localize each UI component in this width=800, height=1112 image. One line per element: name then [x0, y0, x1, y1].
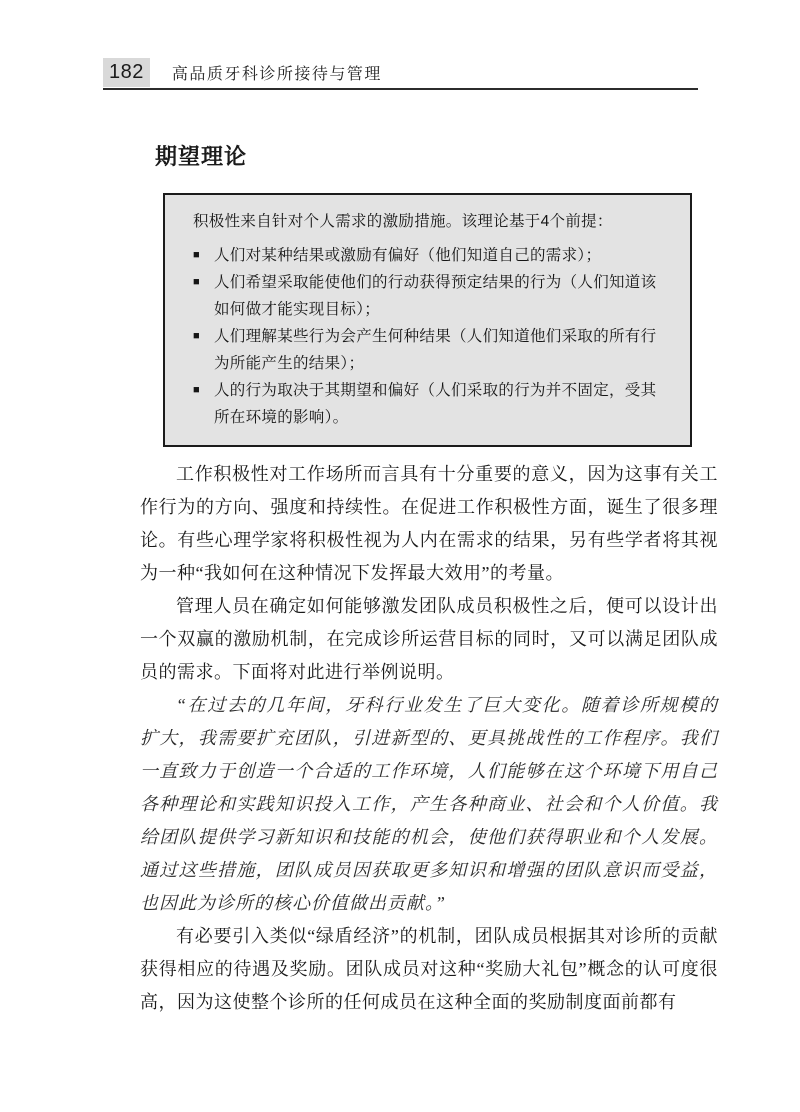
body-text — [140, 458, 718, 1019]
theory-box — [163, 193, 692, 447]
paragraph: 工作积极性对工作场所而言具有十分重要的意义，因为这事有关工作行为的方向、强度和持续性。在促进工作积极性方面，诞生了很多理论。有些心理学家将积极性视为人内在需求的结果，另有些学者将其视为一种“我如何在这种情况下发挥最大效用”的考量。 — [140, 464, 718, 583]
header-rule — [103, 88, 698, 90]
paragraph: 有必要引入类似“绿盾经济”的机制，团队成员根据其对诊所的贡献获得相应的待遇及奖励。团队成员对这种“奖励大礼包”概念的认可度很高，因为这使整个诊所的任何成员在这种全面的奖励制度面前都有 — [140, 926, 718, 1012]
bullet-square-icon: ■ — [193, 330, 200, 342]
bullet-square-icon: ■ — [193, 384, 200, 396]
theory-box-bullet-text: 人们对某种结果或激励有偏好（他们知道自己的需求）； — [214, 247, 602, 264]
paragraph-quote: “在过去的几年间，牙科行业发生了巨大变化。随着诊所规模的扩大，我需要扩充团队，引进新型的、更具挑战性的工作程序。我们一直致力于创造一个合适的工作环境，人们能够在这个环境下用自己各种理论和实践知识投入工作，产生各种商业、社会和个人价值。我给团队提供学习新知识和技能的机会，使他们获得职业和个人发展。通过这些措施，团队成员因获取更多知识和增强的团队意识而受益，也因此为诊所的核心价值做出贡献。” — [140, 695, 718, 913]
theory-box-bullet-item — [193, 323, 672, 377]
theory-box-bullet-item — [193, 242, 672, 269]
bullet-square-icon: ■ — [193, 249, 200, 261]
theory-box-bullet-list — [193, 242, 672, 431]
theory-box-bullet-item — [193, 377, 672, 431]
section-heading: 期望理论 — [155, 144, 248, 169]
running-title: 高品质牙科诊所接待与管理 — [171, 66, 382, 83]
page-header — [103, 58, 698, 87]
theory-box-intro: 积极性来自针对个人需求的激励措施。该理论基于4个前提： — [193, 213, 613, 230]
page-number: 182 — [103, 58, 150, 87]
theory-box-bullet-text: 人们希望采取能使他们的行动获得预定结果的行为（人们知道该如何做才能实现目标）； — [214, 274, 657, 318]
paragraph: 管理人员在确定如何能够激发团队成员积极性之后，便可以设计出一个双赢的激励机制，在完成诊所运营目标的同时，又可以满足团队成员的需求。下面将对此进行举例说明。 — [140, 596, 718, 682]
theory-box-bullet-text: 人的行为取决于其期望和偏好（人们采取的行为并不固定，受其所在环境的影响）。 — [214, 382, 657, 426]
theory-box-bullet-item — [193, 269, 672, 323]
theory-box-bullet-text: 人们理解某些行为会产生何种结果（人们知道他们采取的所有行为所能产生的结果）； — [214, 328, 657, 372]
bullet-square-icon: ■ — [193, 276, 200, 288]
